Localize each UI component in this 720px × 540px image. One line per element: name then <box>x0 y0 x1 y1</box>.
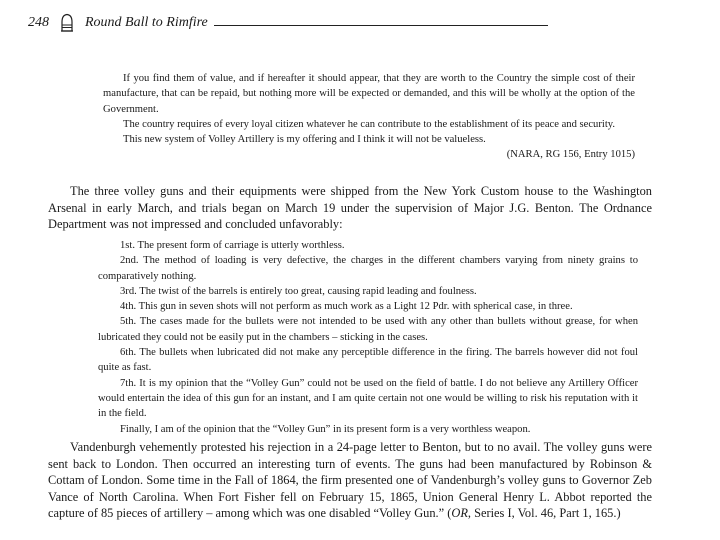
header-rule <box>214 25 548 26</box>
finding-item: 2nd. The method of loading is very defective, the charges in the different chambers varying from ninety grains to comparatively nothing. <box>98 255 638 282</box>
running-header <box>28 10 548 36</box>
block-quote-findings <box>98 238 638 437</box>
bullet-icon <box>59 13 75 33</box>
quote-paragraph: The country requires of every loyal citizen whatever he can contribute to the establishment of its peace and security. <box>123 118 616 130</box>
body-text <box>48 439 652 522</box>
finding-item: 6th. The bullets when lubricated did not make any perceptible difference in the firing. The barrels however did not foul quite as fast. <box>98 347 638 374</box>
body-paragraph-2 <box>48 439 652 522</box>
finding-item: Finally, I am of the opinion that the “Volley Gun” in its present form is a very worthless weapon. <box>120 423 531 435</box>
body-text: The three volley guns and their equipments were shipped from the New York Custom house to the Washington Arsenal in early March, and trials began on March 19 under the supervision of Major J.G. Benton. The Ordnance Department was not impressed and concluded unfavorably: <box>48 184 652 231</box>
finding-item: 7th. It is my opinion that the “Volley Gun” could not be used on the field of battle. I do not believe any Artillery Officer would entertain the idea of this gun for an instant, and I am quite certain not one would be willing to risk his reputation with it in the field. <box>98 377 638 420</box>
finding-item: 5th. The cases made for the bullets were not intended to be used with any other than bullets without grease, for when lubricated they could not be easily put in the chambers – sticking in the cases. <box>98 316 638 343</box>
finding-item: 4th. This gun in seven shots will not perform as much work as a Light 12 Pdr. with spherical case, in three. <box>120 301 573 313</box>
block-quote-letter <box>103 71 635 163</box>
page-number: 248 <box>28 15 49 30</box>
finding-item: 3rd. The twist of the barrels is entirely too great, causing rapid leading and foulness. <box>120 285 477 297</box>
finding-item: 1st. The present form of carriage is utterly worthless. <box>120 240 345 251</box>
citation-rest: , Series I, Vol. 46, Part 1, 165.) <box>467 506 621 520</box>
book-title: Round Ball to Rimfire <box>85 15 208 30</box>
quote-paragraph: This new system of Volley Artillery is my offering and I think it will not be valueless. <box>123 134 486 146</box>
body-paragraph-1 <box>48 183 652 233</box>
body-text-main: Vandenburgh vehemently protested his rejection in a 24-page letter to Benton, but to no avail. The volley guns were sent back to London. Then occurred an interesting turn of events. The guns had been manufactured by Robinson & Cottam of London. Some time in the Fall of 1864, the firm presented one of Vandenburgh’s volley guns to Governor Zeb Vance of North Carolina. When Fort Fisher fell on February 15, 1865, Union General Henry L. Abbot reported the capture of 85 pieces of artillery – among which was one disabled “Volley Gun.” ( <box>48 440 652 520</box>
quote-paragraph: If you find them of value, and if hereafter it should appear, that they are worth to the Country the simple cost of their manufacture, that can be repaid, but nothing more will be expected or demanded, and this will be wholly at the option of the Government. <box>103 73 635 115</box>
quote-citation: (NARA, RG 156, Entry 1015) <box>506 149 635 161</box>
citation-source: OR <box>451 506 468 520</box>
